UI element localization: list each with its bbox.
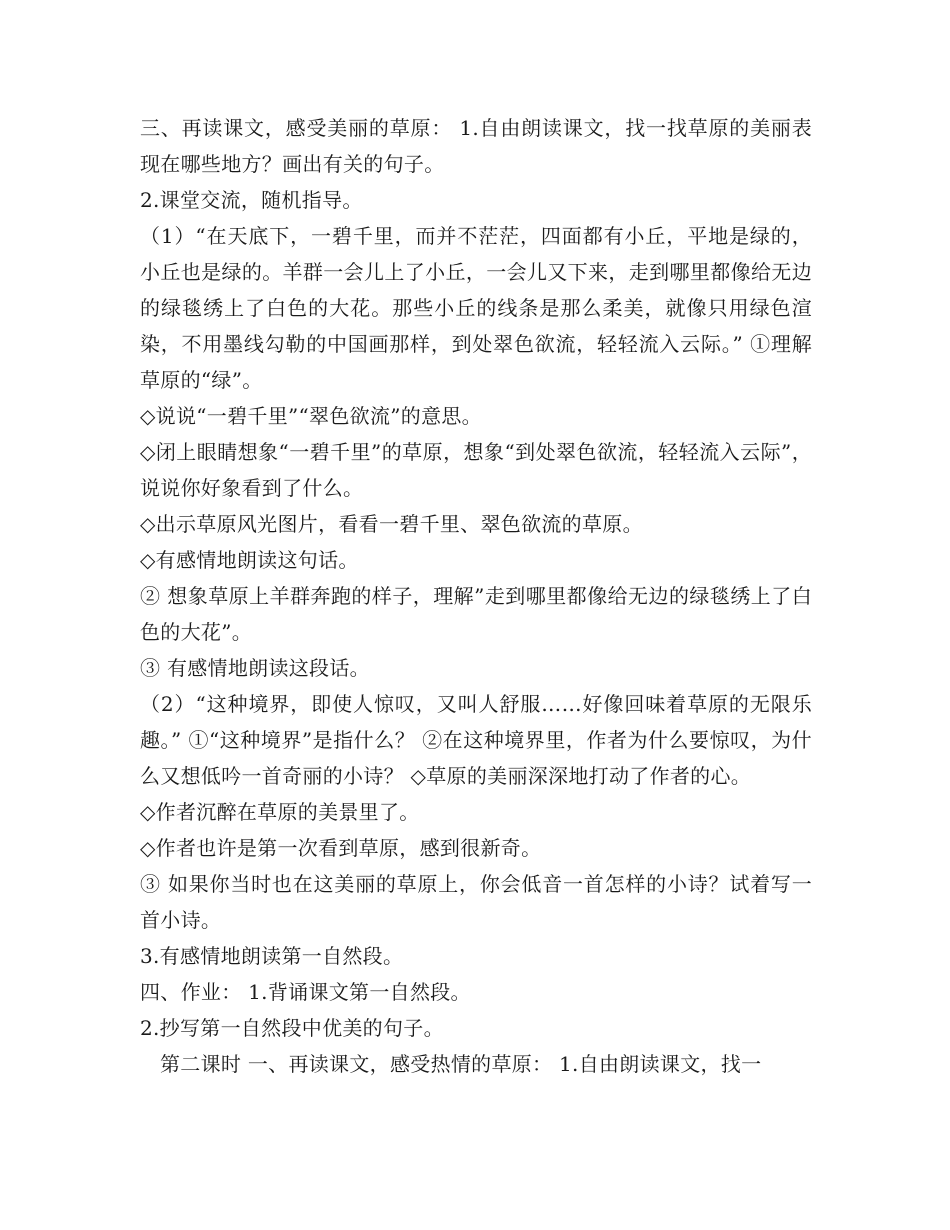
paragraph-bullet-intoxicated: ◇作者沉醉在草原的美景里了。 [140, 800, 420, 824]
paragraph-second-lesson: 第二课时 一、再读课文，感受热情的草原： 1.自由朗读课文，找一 [160, 1052, 762, 1076]
paragraph-homework: 四、作业： 1.背诵课文第一自然段。 [140, 980, 471, 1004]
paragraph-quote-one: （1）“在天底下，一碧千里，而并不茫茫，四面都有小丘，平地是绿的，小丘也是绿的。羊群一会儿上了小丘，一会儿又下来，走到哪里都像给无边的绿毯绣上了白色的大花。那些小丘的线条是那么柔美，就像只用绿色渲染，不用墨线勾勒的中国画那样，到处翠色欲流，轻轻流入云际。” ①理解草原的“绿”。 [140, 224, 812, 392]
paragraph-class-discussion: 2.课堂交流，随机指导。 [140, 188, 363, 212]
paragraph-bullet-pictures: ◇出示草原风光图片，看看一碧千里、翠色欲流的草原。 [140, 512, 643, 536]
paragraph-read-aloud: 3.有感情地朗读第一自然段。 [140, 944, 404, 968]
paragraph-item-poem: ③ 如果你当时也在这美丽的草原上，你会低音一首怎样的小诗？试着写一首小诗。 [140, 872, 812, 932]
paragraph-bullet-read: ◇有感情地朗读这句话。 [140, 548, 359, 572]
paragraph-item-two: ② 想象草原上羊群奔跑的样子，理解”走到哪里都像给无边的绿毯绣上了白色的大花”。 [140, 584, 812, 644]
paragraph-section-three: 三、再读课文，感受美丽的草原： 1.自由朗读课文，找一找草原的美丽表现在哪些地方？画出有关的句子。 [140, 116, 812, 176]
paragraph-bullet-imagine: ◇闭上眼睛想象“一碧千里”的草原，想象“到处翠色欲流，轻轻流入云际”，说说你好象看到了什么。 [140, 440, 812, 500]
paragraph-bullet-first-time: ◇作者也许是第一次看到草原，感到很新奇。 [140, 836, 542, 860]
paragraph-item-three: ③ 有感情地朗读这段话。 [140, 656, 370, 680]
document-page [140, 110, 812, 1082]
paragraph-copy-sentences: 2.抄写第一自然段中优美的句子。 [140, 1016, 444, 1040]
paragraph-bullet-meaning: ◇说说“一碧千里”“翠色欲流”的意思。 [140, 404, 482, 428]
paragraph-quote-two: （2）“这种境界，即使人惊叹，又叫人舒服……好像回味着草原的无限乐趣。” ①“这种境界”是指什么？ ②在这种境界里，作者为什么要惊叹，为什么又想低吟一首奇丽的小诗？ ◇草原的美丽深深地打动了作者的心。 [140, 692, 812, 788]
